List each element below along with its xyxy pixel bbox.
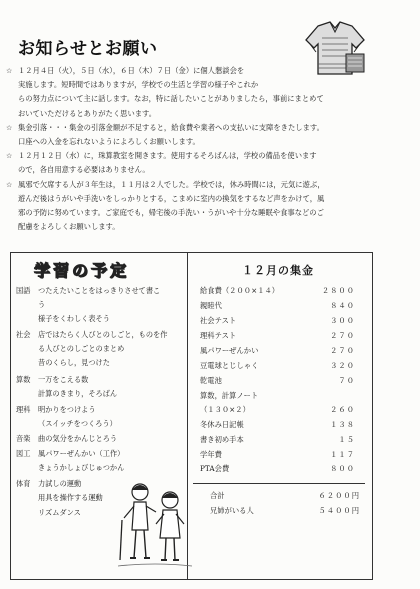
subject-content: （スイッチをつくろう） — [38, 419, 117, 428]
schedule-row — [16, 330, 167, 340]
notice-item-cold-prevention — [6, 178, 406, 235]
subject-name: 社会 — [16, 330, 31, 339]
fee-item: 算数，計算ノート — [200, 391, 259, 400]
fee-row — [200, 376, 355, 386]
subject-content: 店ではたらく人びとのしごと，ものを作 — [38, 330, 168, 339]
subject-name: 図工 — [16, 449, 31, 458]
subject-content: 様子をくわしく表そう — [38, 314, 110, 323]
fee-item: 風パワーぜんかい — [200, 346, 259, 355]
children-illustration-icon — [118, 472, 192, 572]
fee-row — [200, 331, 355, 341]
notice-line: 配慮をよろしくお願いします。 — [18, 222, 120, 232]
schedule-row — [16, 314, 110, 324]
subject-content: 昔のくらし，見つけた — [38, 358, 110, 367]
subject-name: 音楽 — [16, 434, 31, 443]
fee-amount: ３００ — [330, 316, 355, 325]
schedule-row — [16, 449, 124, 459]
notice-line: おいていただけるとありがたく思います。 — [18, 108, 157, 118]
fee-item: 学年費 — [200, 450, 222, 459]
notice-line: 集金引落・・・集金の引落金額が不足すると，給食費や業者への支払いに支障をきたします。 — [18, 122, 324, 132]
fee-amount: １３８ — [330, 420, 355, 429]
notice-line: 邪の予防に努めています。ご家庭でも，帰宅後の手洗い・うがいや十分な睡眠や食事などのご — [18, 208, 324, 218]
fee-item: （１３０×２） — [200, 405, 250, 414]
fee-heading: １２月の集金 — [242, 264, 314, 277]
subject-content: 明かりをつけよう — [38, 405, 96, 414]
fee-row — [200, 464, 355, 474]
fee-amount: １１７ — [330, 450, 355, 459]
fee-amount: ３２０ — [330, 361, 355, 370]
schedule-row — [16, 405, 96, 415]
fee-row — [200, 450, 355, 460]
subject-name: 国語 — [16, 286, 31, 295]
fee-total-row — [210, 491, 360, 501]
star-bullet-icon: ☆ — [6, 180, 13, 189]
sibling-amount: ５４００円 — [318, 506, 360, 515]
subject-name: 理科 — [16, 405, 31, 414]
fee-row — [200, 361, 355, 371]
subject-content: リズムダンス — [38, 508, 81, 517]
total-rule — [193, 483, 365, 484]
fee-row — [200, 420, 355, 430]
fee-amount: ２７０ — [330, 346, 355, 355]
schedule-row — [16, 300, 45, 310]
subject-content: う — [38, 300, 46, 309]
subject-name: 体育 — [16, 479, 31, 488]
fee-item: 書き初め手本 — [200, 435, 244, 444]
schedule-row — [16, 434, 117, 444]
star-bullet-icon: ☆ — [6, 67, 13, 75]
notice-line: 遊んだ後はうがいや手洗いをしっかりとする，こまめに室内の換気をするなど声をかけて，風 — [18, 193, 325, 203]
subject-content: 用具を操作する運動 — [38, 493, 103, 502]
fee-item: PTA会費 — [200, 464, 230, 473]
total-label: 合計 — [210, 491, 225, 500]
subject-name: 算数 — [16, 375, 31, 384]
subject-content: 力試しの運動 — [38, 479, 82, 488]
page-title: お知らせとお願い — [18, 39, 158, 59]
notice-line: ので，各自用意する必要はありません。 — [18, 165, 150, 175]
schedule-row — [16, 286, 160, 296]
fee-row — [200, 391, 355, 401]
notice-item-conference — [6, 64, 406, 121]
subject-content: 風パワーぜんかい（工作） — [38, 449, 125, 458]
schedule-row — [16, 358, 110, 368]
fee-item: 豆電球とじしゃく — [200, 361, 259, 370]
subject-content: 曲の気分をかんじとろう — [38, 434, 118, 443]
schedule-row — [16, 419, 117, 429]
fee-item: 乾電池 — [200, 376, 222, 385]
star-bullet-icon: ☆ — [6, 123, 13, 132]
fee-row — [200, 316, 355, 326]
subject-content: きょうかしょびじゅつかん — [38, 463, 125, 472]
fee-item: 冬休み日記帳 — [200, 420, 244, 429]
notice-item-abacus — [6, 149, 406, 177]
fee-item: 給食費（２００×１４） — [200, 286, 280, 295]
fee-amount: ８４０ — [330, 301, 355, 310]
fee-amount: ２７０ — [330, 331, 355, 340]
fee-amount: ２８００ — [321, 286, 355, 295]
schedule-row — [16, 479, 81, 489]
fee-item: 理科テスト — [200, 331, 237, 340]
schedule-row — [16, 389, 117, 399]
subject-content: 一万をこえる数 — [38, 375, 89, 384]
notice-line: 風邪で欠席する人が３年生は，１１月は２人でした。学校では，休み時間には，元気に遊ぶ， — [18, 179, 325, 189]
fee-sibling-row — [210, 506, 360, 516]
fee-item: 社会テスト — [200, 316, 237, 325]
schedule-row — [16, 375, 88, 385]
star-bullet-icon: ☆ — [6, 152, 13, 161]
notice-line: 口座への入金を忘れないようによろしくお願いします。 — [18, 137, 200, 147]
schedule-row — [16, 493, 103, 503]
fee-row — [200, 405, 355, 415]
notice-line: １２月１２日（水）に，珠算教室を開きます。使用するそろばんは，学校の備品を使います — [18, 151, 317, 161]
notice-list — [6, 64, 406, 234]
schedule-row — [16, 508, 81, 518]
notice-line: 実施します。短時間ではありますが，学校での生活と学習の様子やこれか — [18, 80, 259, 90]
study-schedule-heading: 学習の予定 — [34, 261, 130, 280]
notice-item-payment — [6, 121, 406, 149]
notice-line: らの努力点について主に話します。なお，特に話したいことがありましたら，事前にまとめて — [18, 94, 324, 104]
sibling-label: 兄姉がいる人 — [210, 506, 254, 515]
subject-content: 計算のきまり，そろばん — [38, 389, 118, 398]
fee-item: 親睦代 — [200, 301, 222, 310]
schedule-row — [16, 344, 124, 354]
subject-content: る人びとのしごとのまとめ — [38, 344, 125, 353]
fee-amount: ２６０ — [330, 405, 355, 414]
fee-amount: ８００ — [330, 464, 355, 473]
schedule-row — [16, 463, 124, 473]
fee-row — [200, 301, 355, 311]
notice-line: １２月４日（火），５日（水），６日（木）７日（金）に個人懇談会を — [18, 66, 245, 75]
total-amount: ６２００円 — [318, 491, 360, 500]
subject-content: つたえたいことをはっきりさせて書こ — [38, 286, 161, 295]
fee-row — [200, 346, 355, 356]
fee-amount: １５ — [338, 435, 355, 444]
fee-row — [200, 286, 355, 296]
fee-row — [200, 435, 355, 445]
fee-amount: ７０ — [338, 376, 355, 385]
